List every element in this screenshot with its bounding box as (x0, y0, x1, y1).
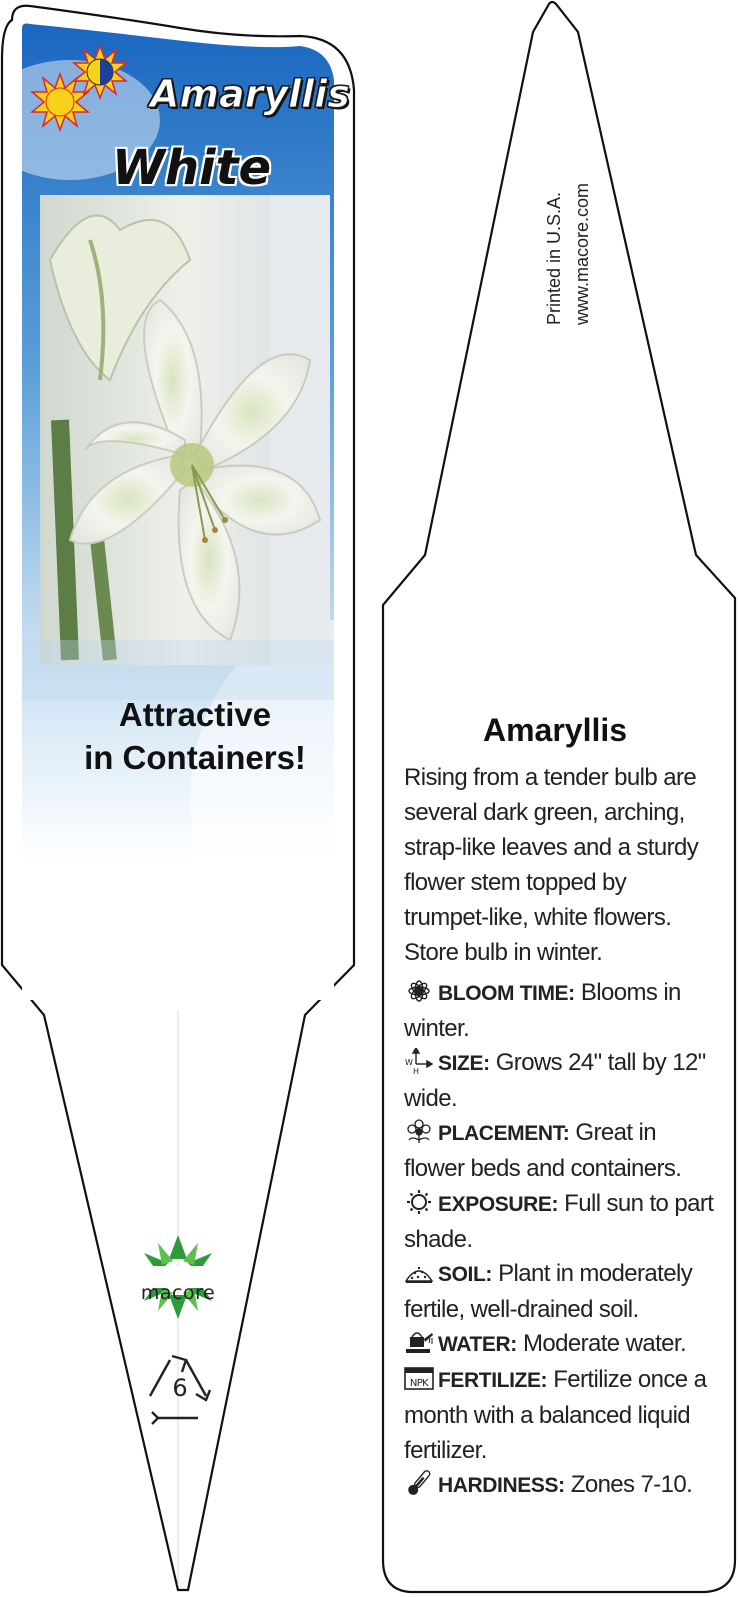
back-title: Amaryllis (482, 712, 628, 748)
bloom-text: Blooms in winter. (404, 979, 681, 1042)
soil-text: Plant in moderately fertile, well-drained soil. (404, 1260, 693, 1323)
size-icon-h: H (413, 1067, 419, 1074)
npk-icon-text: NPK (409, 1378, 429, 1389)
care-fertilize (404, 1362, 716, 1468)
hardiness-label: HARDINESS: (438, 1474, 565, 1497)
placement-icon (404, 1118, 434, 1144)
tagline-line1: Attractive (118, 696, 272, 733)
brand-name: macore (140, 1282, 216, 1304)
bloom-label: BLOOM TIME: (438, 982, 575, 1005)
soil-label: SOIL: (438, 1263, 492, 1286)
size-wh-icon (404, 1048, 434, 1074)
recycle-number: 6 (172, 1374, 188, 1402)
fertilize-label: FERTILIZE: (438, 1369, 548, 1392)
care-water (404, 1326, 716, 1362)
printed-line2: www.macore.com (572, 182, 592, 325)
printed-in-usa (540, 125, 592, 325)
size-text: Grows 24" tall by 12" wide. (404, 1049, 706, 1112)
care-exposure (404, 1186, 716, 1257)
watering-can-icon (404, 1329, 434, 1355)
sun-outline-icon (404, 1189, 434, 1215)
size-label: SIZE: (438, 1052, 490, 1075)
exposure-label: EXPOSURE: (438, 1193, 559, 1216)
care-placement (404, 1115, 716, 1186)
npk-icon (404, 1365, 434, 1391)
thermometer-icon (404, 1470, 434, 1496)
printed-line1: Printed in U.S.A. (544, 191, 564, 325)
soil-icon (404, 1259, 434, 1285)
tagline-line2: in Containers! (84, 739, 306, 776)
exposure-text: Full sun to part shade. (404, 1190, 714, 1253)
plant-description: Rising from a tender bulb are several dark green, arching, strap-like leaves and a sturdy flower stem topped by trumpet-like, white flowers. Store bulb in winter. (404, 764, 699, 966)
care-bloom-time (404, 975, 716, 1046)
flower-icon (404, 978, 434, 1004)
front-variety: White (112, 140, 272, 196)
placement-text: Great in flower beds and containers. (404, 1119, 682, 1182)
size-icon-w: W (405, 1058, 413, 1067)
care-hardiness (404, 1467, 716, 1503)
water-text: Moderate water. (516, 1330, 687, 1357)
front-plant-name: Amaryllis (150, 72, 350, 116)
care-soil (404, 1256, 716, 1327)
care-size (404, 1045, 716, 1116)
water-label: WATER: (438, 1333, 517, 1356)
fertilize-text: Fertilize once a month with a balanced liquid fertilizer. (404, 1366, 707, 1464)
placement-label: PLACEMENT: (438, 1122, 570, 1145)
hardiness-text: Zones 7-10. (564, 1471, 693, 1498)
